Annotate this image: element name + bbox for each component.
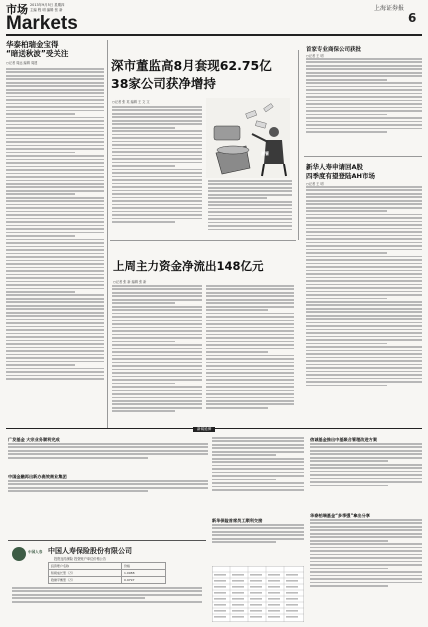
main-illustration [206, 98, 290, 178]
masthead [0, 0, 428, 36]
left-column-rule [107, 40, 108, 428]
date-line: 2013年9月5日 星期四 [30, 3, 65, 7]
lower-col-1-head: 广发基金 大宗业务顺利完成 [8, 437, 60, 442]
lower-col-2-body [212, 437, 304, 527]
paper-name: 上海证券报 [374, 5, 405, 12]
right-body-1 [306, 58, 422, 154]
lower-col-1-body [8, 443, 208, 471]
lower-col-5-head: 信诚基金推出中基聚合管理改进方案 [310, 437, 378, 442]
ad-row-value: 1.0988 [124, 571, 135, 575]
ad-table-row [48, 562, 166, 569]
lower-col-4-body [212, 524, 304, 564]
right-headline-2b: 四季度有望登陆AH市场 [306, 172, 375, 180]
ad-logo-icon [12, 547, 26, 561]
second-byline: ○记者 张 新 编辑 张 新 [113, 280, 147, 284]
ad-table-row [48, 576, 166, 584]
left-byline: ○记者 周远 编辑 周建 [6, 61, 38, 65]
main-body-col-1 [112, 106, 202, 238]
second-headline: 上周主力资金净流出148亿元 [113, 259, 264, 273]
main-body-col-2 [208, 180, 292, 238]
section-title-cn: 市场 [6, 3, 28, 16]
right-byline-1: ○记者 王 明 [306, 54, 324, 58]
masthead-rule [6, 34, 422, 36]
second-body-col-2 [206, 285, 294, 425]
lower-col-5-body [310, 443, 422, 511]
main-headline-2: 38家公司获净增持 [111, 76, 216, 91]
ad-table-row [48, 569, 166, 576]
ad-company-name: 中国人寿保险股份有限公司 [48, 546, 132, 555]
main-byline: ○记者 张 英 编辑 王 文 文 [112, 100, 150, 104]
ad-row-label: 投资账户名称 [49, 563, 122, 569]
ad-logo-text: 中国人寿 [28, 550, 43, 554]
right-byline-2: ○记者 王 明 [306, 182, 324, 186]
editor-line: 主编 程 明 编辑 张 新 [30, 8, 63, 12]
lower-col-1-head-2: 中国金融再出新办高效商业集团 [8, 474, 67, 479]
lower-col-5-head-2: 华泰柏瑞基金“多季强”拿出分享 [310, 513, 370, 518]
ad-price-table [48, 562, 166, 584]
ad-row-label: 积极成长型（万） [49, 570, 122, 576]
lower-col-1-body-2 [8, 480, 208, 502]
page-number: 6 [408, 11, 417, 25]
second-body-col-1 [112, 285, 202, 425]
ad-fine-print [12, 587, 202, 617]
ad-subtitle: 投资连结保险 投资账户单位价格公告 [54, 557, 107, 561]
main-body-col-3 [298, 50, 299, 240]
right-body-2 [306, 186, 422, 424]
illustration-label: 高管 [261, 151, 269, 156]
section-divider-label: 新闻延伸 [193, 427, 215, 432]
ad-row-value: 价格 [124, 564, 131, 568]
right-headline-2a: 新华人寿申请回A股 [306, 163, 364, 171]
left-body-text [6, 68, 104, 428]
section-title-en: Markets [6, 13, 78, 34]
ad-row-value: 0.9797 [124, 578, 135, 582]
main-story-rule [110, 240, 296, 241]
right-rule-1 [304, 156, 422, 157]
left-headline-1: 华泰柏瑞金宝得 [6, 40, 59, 49]
right-headline-1: 首家专业商保公司获批 [306, 47, 362, 53]
ad-row-label: 稳健平衡型（万） [49, 577, 122, 583]
main-headline-1: 深市董监高8月套现62.75亿 [111, 58, 272, 73]
lower-data-table [212, 566, 304, 622]
left-headline-2: “暗送秋波”受关注 [6, 49, 69, 58]
left-column [6, 40, 104, 428]
ad-box [8, 540, 206, 623]
lower-col-5-body-2 [310, 519, 422, 621]
lower-col-4-head: 新华保险首席员工顺利交接 [212, 518, 263, 523]
